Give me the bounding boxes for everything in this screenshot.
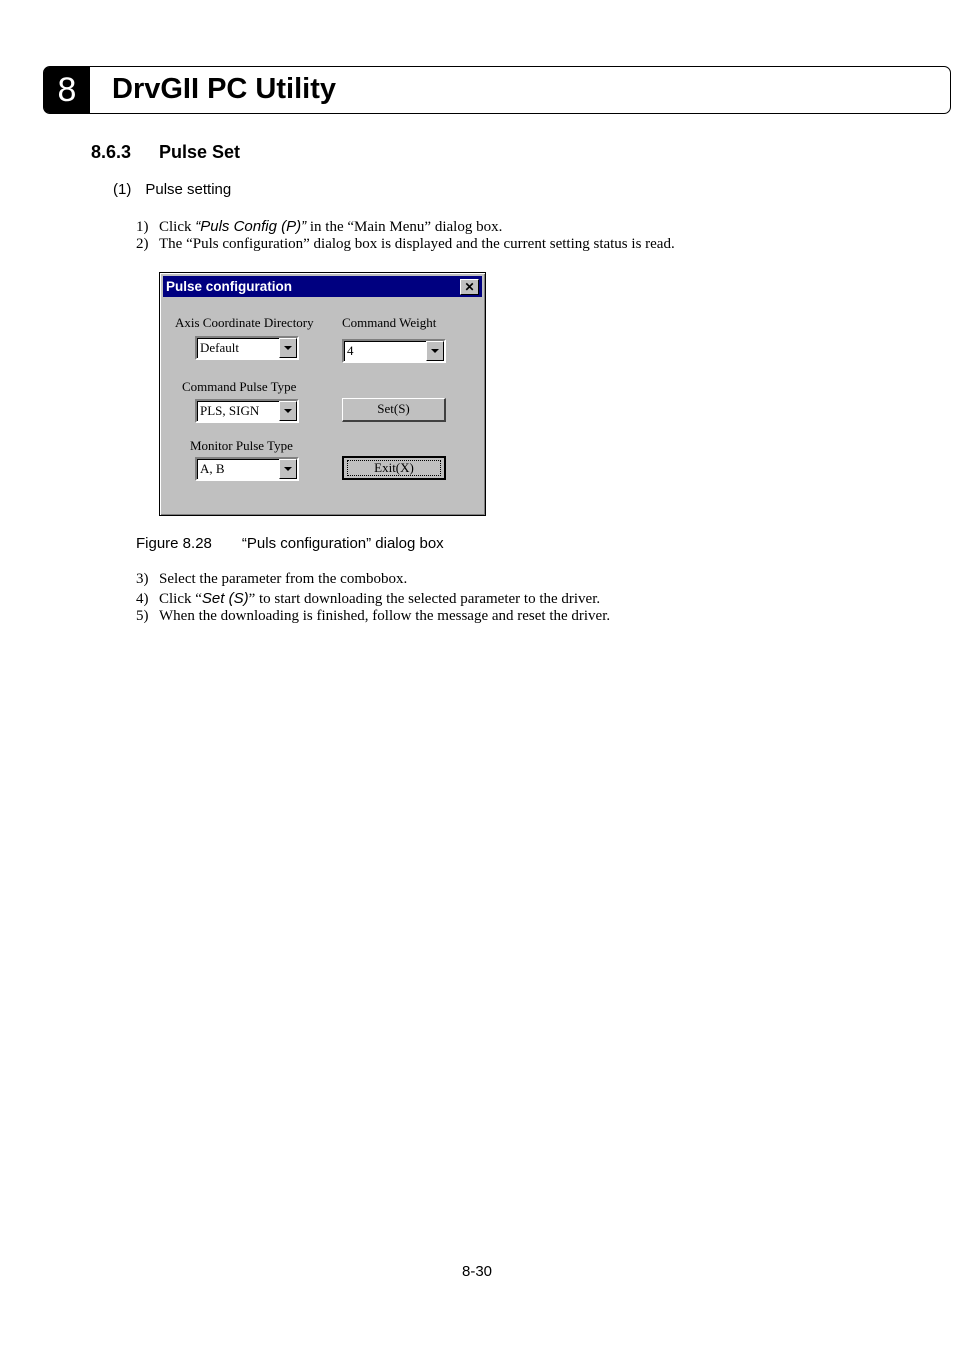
step-emphasis: Set (S)	[201, 590, 249, 607]
subsection-heading	[113, 181, 231, 198]
figure-number: Figure 8.28	[136, 535, 212, 552]
exit-button-label: Exit(X)	[374, 460, 414, 475]
step-number: 2)	[136, 236, 149, 252]
axis-coordinate-label: Axis Coordinate Directory	[175, 315, 314, 330]
chevron-down-icon[interactable]	[279, 338, 297, 358]
close-icon[interactable]: ✕	[460, 279, 479, 295]
step-text: ” to start downloading the selected parameter to the driver.	[248, 591, 601, 607]
command-weight-combobox[interactable]	[342, 339, 446, 363]
section-number: 8.6.3	[91, 142, 132, 162]
step-text: When the downloading is finished, follow the message and reset the driver.	[159, 608, 611, 624]
step-3	[136, 571, 407, 588]
section-title: Pulse Set	[159, 142, 241, 162]
step-emphasis: “Puls Config (P)”	[195, 218, 307, 235]
step-number: 3)	[136, 571, 149, 587]
step-number: 1)	[136, 219, 149, 235]
page-number: 8-30	[461, 1263, 493, 1280]
set-button[interactable]: Set(S)	[342, 398, 446, 422]
pulse-configuration-dialog	[159, 272, 486, 516]
axis-coordinate-value: Default	[200, 340, 239, 355]
step-number: 5)	[136, 608, 149, 624]
subsection-title: Pulse setting	[145, 181, 232, 198]
step-5	[136, 608, 610, 625]
chevron-down-icon[interactable]	[279, 459, 297, 479]
step-text: Select the parameter from the combobox.	[159, 571, 408, 587]
step-4	[136, 590, 600, 608]
step-2	[136, 236, 675, 253]
step-number: 4)	[136, 591, 149, 607]
monitor-pulse-type-combobox[interactable]	[195, 457, 299, 481]
chevron-down-icon[interactable]	[426, 341, 444, 361]
command-weight-label: Command Weight	[342, 315, 437, 330]
chapter-title: DrvGII PC Utility	[112, 73, 336, 105]
command-pulse-type-value: PLS, SIGN	[200, 403, 260, 418]
step-text: The “Puls configuration” dialog box is displayed and the current setting status is read.	[159, 236, 675, 252]
dialog-title: Pulse configuration	[166, 279, 293, 294]
step-1	[136, 218, 502, 236]
chevron-down-icon[interactable]	[279, 401, 297, 421]
figure-caption-text: “Puls configuration” dialog box	[241, 535, 444, 552]
dialog-titlebar[interactable]	[163, 276, 482, 297]
step-text: in the “Main Menu” dialog box.	[306, 219, 503, 235]
exit-button[interactable]	[342, 456, 446, 480]
monitor-pulse-type-label: Monitor Pulse Type	[190, 438, 293, 453]
axis-coordinate-combobox[interactable]	[195, 336, 299, 360]
chapter-number: 8	[44, 67, 90, 113]
monitor-pulse-type-value: A, B	[200, 461, 225, 476]
chapter-header	[43, 66, 951, 114]
figure-caption	[136, 535, 444, 552]
step-text: Click “	[159, 591, 202, 607]
command-pulse-type-label: Command Pulse Type	[182, 379, 297, 394]
step-text: Click	[159, 219, 196, 235]
focus-rectangle	[347, 460, 441, 476]
command-pulse-type-combobox[interactable]	[195, 399, 299, 423]
command-weight-value: 4	[347, 343, 354, 358]
subsection-number: (1)	[113, 181, 132, 198]
